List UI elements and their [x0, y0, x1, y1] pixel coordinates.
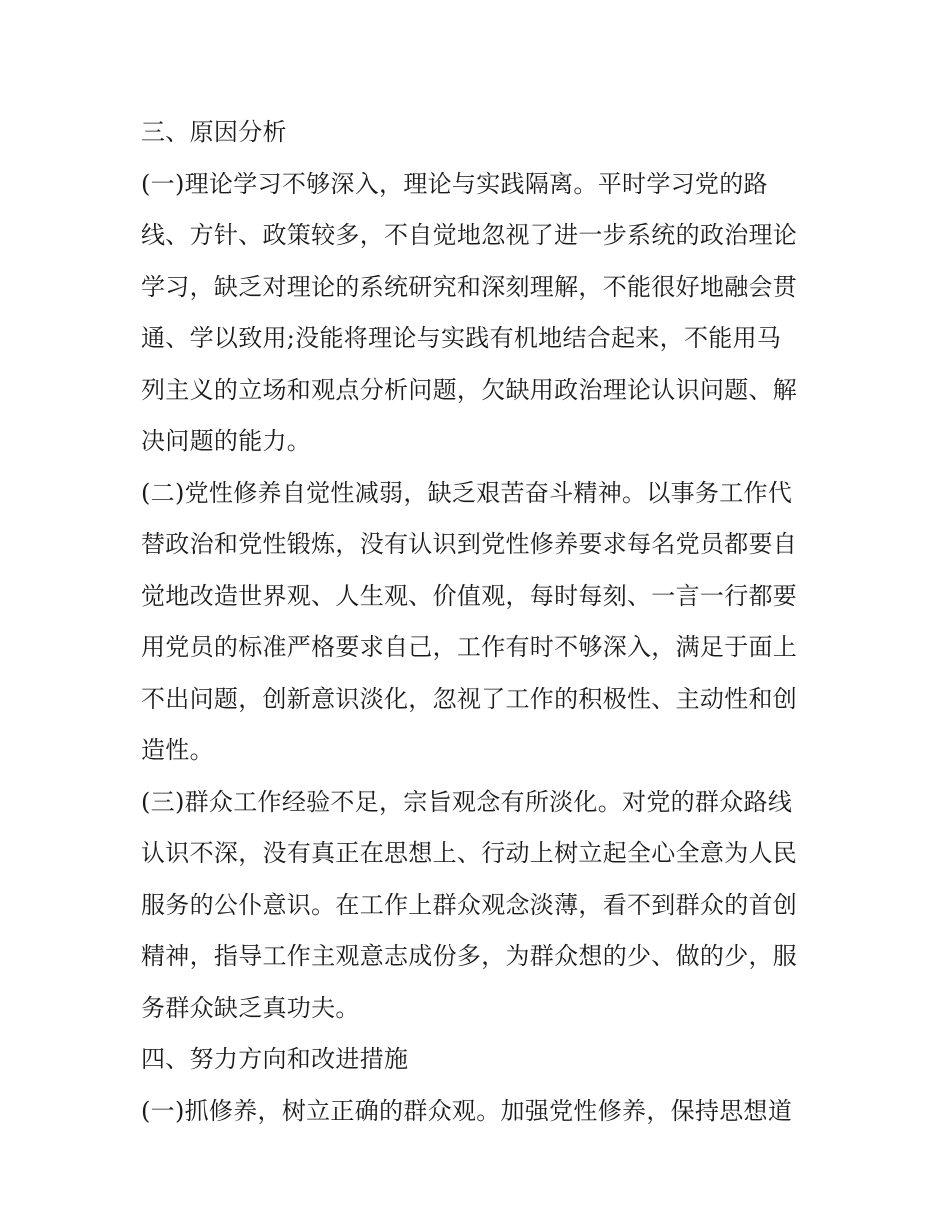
document-body: [141, 107, 821, 1137]
paragraph-line: 服务的公仆意识。在工作上群众观念淡薄，看不到群众的首创: [141, 890, 798, 919]
section-heading-measures: 四、努力方向和改进措施: [141, 1045, 409, 1073]
paragraph-line: (二)党性修养自觉性减弱，缺乏艰苦奋斗精神。以事务工作代: [141, 478, 793, 507]
paragraph-line: (一)理论学习不够深入，理论与实践隔离。平时学习党的路: [141, 169, 768, 198]
paragraph-line: 不出问题，创新意识淡化，忽视了工作的积极性、主动性和创: [141, 684, 798, 713]
paragraph-line: 用党员的标准严格要求自己，工作有时不够深入，满足于面上: [141, 633, 798, 661]
paragraph-line: (一)抓修养，树立正确的群众观。加强党性修养，保持思想道: [141, 1096, 793, 1125]
paragraph-line: 务群众缺乏真功夫。: [141, 993, 360, 1022]
section-heading-causes: 三、原因分析: [141, 118, 287, 146]
paragraph-line: 决问题的能力。: [141, 427, 312, 455]
paragraph-line: 精神，指导工作主观意志成份多，为群众想的少、做的少，服: [141, 942, 798, 970]
paragraph-line: (三)群众工作经验不足，宗旨观念有所淡化。对党的群众路线: [141, 787, 793, 816]
paragraph-line: 替政治和党性锻炼，没有认识到党性修养要求每名党员都要自: [141, 530, 798, 558]
paragraph-line: 认识不深，没有真正在思想上、行动上树立起全心全意为人民: [141, 839, 798, 867]
paragraph-line: 通、学以致用;没能将理论与实践有机地结合起来，不能用马: [141, 324, 782, 352]
paragraph-line: 觉地改造世界观、人生观、价值观，每时每刻、一言一行都要: [141, 581, 798, 610]
paragraph-line: 学习，缺乏对理论的系统研究和深刻理解，不能很好地融会贯: [141, 272, 798, 301]
paragraph-line: 造性。: [141, 736, 214, 764]
paragraph-line: 列主义的立场和观点分析问题，欠缺用政治理论认识问题、解: [141, 375, 798, 404]
paragraph-line: 线、方针、政策较多，不自觉地忽视了进一步系统的政治理论: [141, 221, 798, 249]
